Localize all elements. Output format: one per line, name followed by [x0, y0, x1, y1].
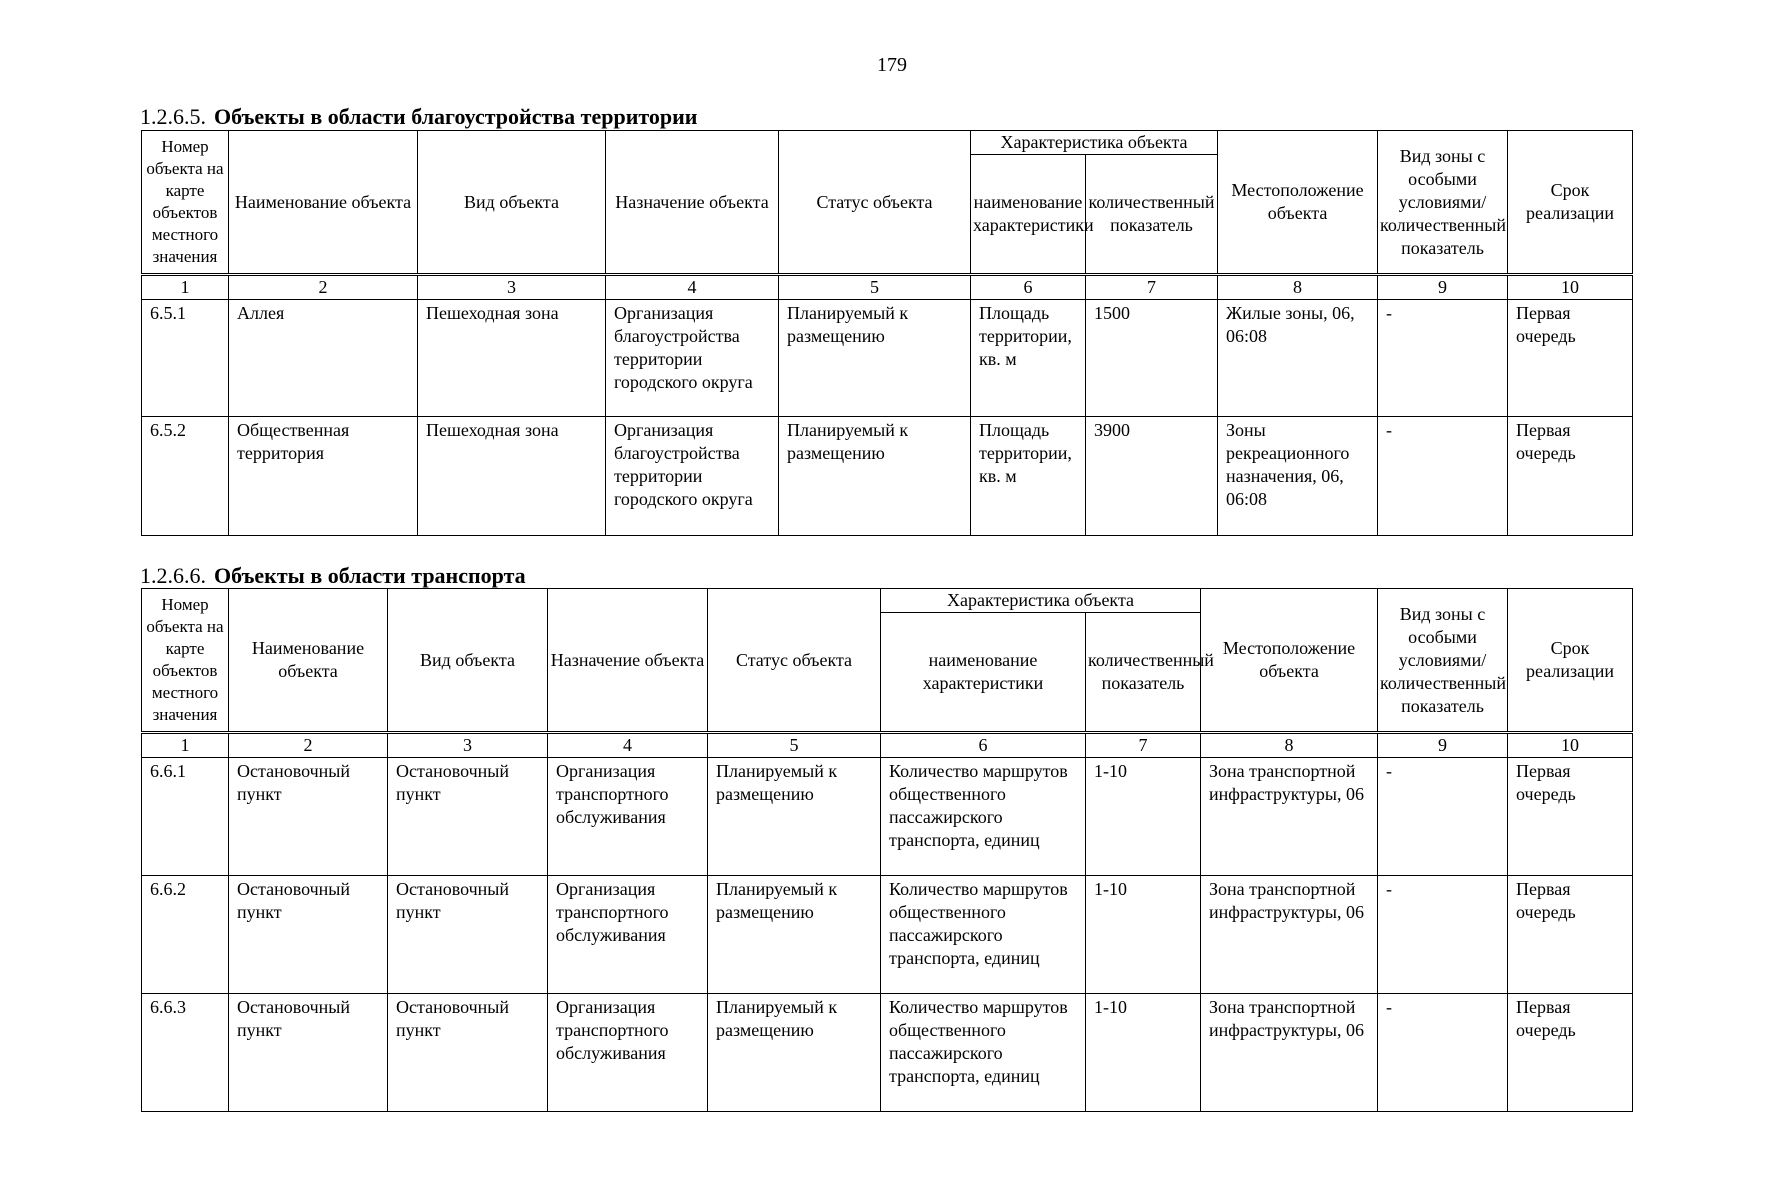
cell-deadline: Первая очередь	[1508, 300, 1633, 417]
cell-status: Планируемый к размещению	[708, 876, 881, 994]
header-characteristics-group: Характеристика объекта	[971, 131, 1218, 155]
cell-type: Остановочный пункт	[388, 758, 548, 876]
header-object-number: Номер объекта на карте объектов местного значения	[142, 589, 229, 733]
column-number: 3	[418, 275, 606, 300]
cell-number: 6.5.2	[142, 417, 229, 536]
cell-zone: -	[1378, 994, 1508, 1112]
column-number: 4	[548, 733, 708, 758]
cell-value: 3900	[1086, 417, 1218, 536]
column-number: 8	[1218, 275, 1378, 300]
cell-number: 6.6.1	[142, 758, 229, 876]
landscaping-objects-table	[141, 130, 1633, 536]
header-object-type: Вид объекта	[388, 589, 548, 733]
header-zone-type: Вид зоны с особыми условиями/ количественный показатель	[1378, 131, 1508, 275]
cell-number: 6.6.3	[142, 994, 229, 1112]
column-number: 1	[142, 733, 229, 758]
cell-characteristic: Количество маршрутов общественного пассажирского транспорта, единиц	[881, 994, 1086, 1112]
column-number: 2	[229, 733, 388, 758]
column-number: 10	[1508, 733, 1633, 758]
cell-location: Зона транспортной инфраструктуры, 06	[1201, 876, 1378, 994]
cell-status: Планируемый к размещению	[708, 994, 881, 1112]
section-title-landscaping	[140, 104, 697, 130]
cell-purpose: Организация транспортного обслуживания	[548, 994, 708, 1112]
header-location: Местоположение объекта	[1201, 589, 1378, 733]
cell-location: Зона транспортной инфраструктуры, 06	[1201, 758, 1378, 876]
table-row	[142, 758, 1633, 876]
cell-characteristic: Площадь территории, кв. м	[971, 417, 1086, 536]
cell-name: Аллея	[229, 300, 418, 417]
cell-status: Планируемый к размещению	[708, 758, 881, 876]
header-quantitative-value: количественный показатель	[1086, 613, 1201, 733]
column-number: 3	[388, 733, 548, 758]
cell-type: Остановочный пункт	[388, 994, 548, 1112]
cell-type: Остановочный пункт	[388, 876, 548, 994]
header-location: Местоположение объекта	[1218, 131, 1378, 275]
cell-zone: -	[1378, 417, 1508, 536]
cell-deadline: Первая очередь	[1508, 417, 1633, 536]
header-zone-type: Вид зоны с особыми условиями/ количественный показатель	[1378, 589, 1508, 733]
cell-location: Зоны рекреационного назначения, 06, 06:08	[1218, 417, 1378, 536]
section-heading: Объекты в области благоустройства территории	[214, 104, 698, 129]
cell-characteristic: Количество маршрутов общественного пассажирского транспорта, единиц	[881, 758, 1086, 876]
cell-status: Планируемый к размещению	[779, 300, 971, 417]
header-deadline: Срок реализации	[1508, 131, 1633, 275]
cell-status: Планируемый к размещению	[779, 417, 971, 536]
section-number: 1.2.6.5.	[140, 104, 206, 129]
column-number: 7	[1086, 733, 1201, 758]
cell-value: 1-10	[1086, 994, 1201, 1112]
header-object-purpose: Назначение объекта	[606, 131, 779, 275]
cell-zone: -	[1378, 300, 1508, 417]
cell-purpose: Организация транспортного обслуживания	[548, 876, 708, 994]
table-row	[142, 994, 1633, 1112]
column-number: 6	[881, 733, 1086, 758]
cell-name: Остановочный пункт	[229, 876, 388, 994]
header-object-type: Вид объекта	[418, 131, 606, 275]
cell-zone: -	[1378, 758, 1508, 876]
column-number: 9	[1378, 275, 1508, 300]
cell-name: Остановочный пункт	[229, 994, 388, 1112]
header-object-purpose: Назначение объекта	[548, 589, 708, 733]
header-object-status: Статус объекта	[779, 131, 971, 275]
cell-type: Пешеходная зона	[418, 417, 606, 536]
header-characteristic-name: наименование характеристики	[971, 155, 1086, 275]
cell-purpose: Организация благоустройства территории городского округа	[606, 417, 779, 536]
column-number: 2	[229, 275, 418, 300]
table-row	[142, 417, 1633, 536]
column-number: 6	[971, 275, 1086, 300]
column-number-row	[142, 733, 1633, 758]
header-object-status: Статус объекта	[708, 589, 881, 733]
column-number: 10	[1508, 275, 1633, 300]
cell-characteristic: Количество маршрутов общественного пассажирского транспорта, единиц	[881, 876, 1086, 994]
column-number: 7	[1086, 275, 1218, 300]
cell-purpose: Организация транспортного обслуживания	[548, 758, 708, 876]
cell-name: Остановочный пункт	[229, 758, 388, 876]
header-characteristics-group: Характеристика объекта	[881, 589, 1201, 613]
cell-characteristic: Площадь территории, кв. м	[971, 300, 1086, 417]
section-heading: Объекты в области транспорта	[214, 563, 526, 588]
table-row	[142, 300, 1633, 417]
section-title-transport	[140, 563, 526, 589]
header-quantitative-value: количественный показатель	[1086, 155, 1218, 275]
cell-location: Зона транспортной инфраструктуры, 06	[1201, 994, 1378, 1112]
header-object-name: Наименование объекта	[229, 131, 418, 275]
cell-number: 6.5.1	[142, 300, 229, 417]
cell-value: 1-10	[1086, 876, 1201, 994]
cell-purpose: Организация благоустройства территории городского округа	[606, 300, 779, 417]
column-number: 1	[142, 275, 229, 300]
cell-deadline: Первая очередь	[1508, 994, 1633, 1112]
table-row	[142, 876, 1633, 994]
section-number: 1.2.6.6.	[140, 563, 206, 588]
column-number: 4	[606, 275, 779, 300]
header-characteristic-name: наименование характеристики	[881, 613, 1086, 733]
header-object-number: Номер объекта на карте объектов местного значения	[142, 131, 229, 275]
column-number: 8	[1201, 733, 1378, 758]
column-number: 9	[1378, 733, 1508, 758]
cell-name: Общественная территория	[229, 417, 418, 536]
cell-zone: -	[1378, 876, 1508, 994]
cell-number: 6.6.2	[142, 876, 229, 994]
transport-objects-table	[141, 588, 1633, 1112]
header-object-name: Наименование объекта	[229, 589, 388, 733]
cell-value: 1-10	[1086, 758, 1201, 876]
cell-deadline: Первая очередь	[1508, 758, 1633, 876]
cell-value: 1500	[1086, 300, 1218, 417]
column-number: 5	[779, 275, 971, 300]
cell-type: Пешеходная зона	[418, 300, 606, 417]
column-number: 5	[708, 733, 881, 758]
cell-deadline: Первая очередь	[1508, 876, 1633, 994]
cell-location: Жилые зоны, 06, 06:08	[1218, 300, 1378, 417]
header-deadline: Срок реализации	[1508, 589, 1633, 733]
column-number-row	[142, 275, 1633, 300]
page-number: 179	[877, 54, 907, 76]
